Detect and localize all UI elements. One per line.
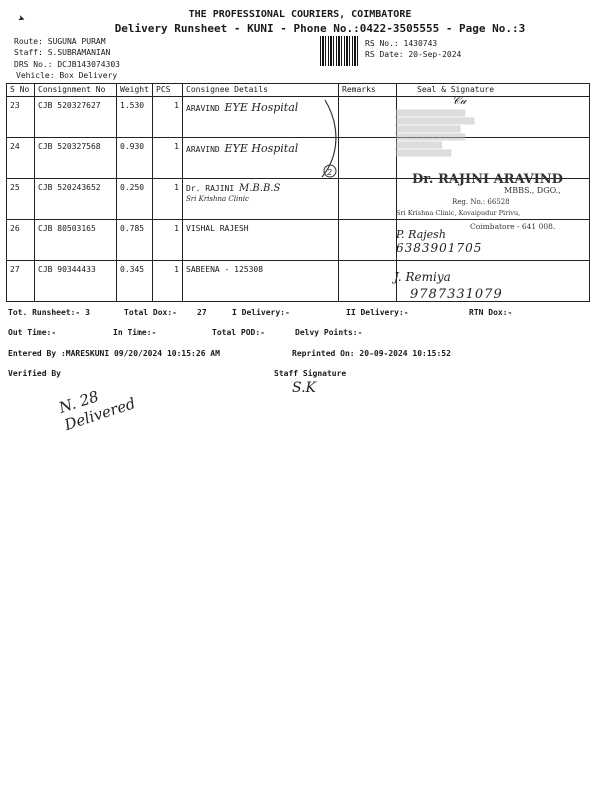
out-time: Out Time:- bbox=[8, 328, 57, 337]
ii-delivery: II Delivery:- bbox=[346, 308, 409, 317]
col-sno: S No bbox=[7, 84, 35, 97]
staff: Staff: S.SUBRAMANIAN bbox=[14, 48, 111, 57]
signature-26: P. Rajesh bbox=[396, 228, 446, 241]
table-row: 25 CJB 520243652 0.250 1 Dr. RAJINI M.B.B.S Sri Krishna Clinic bbox=[7, 179, 590, 220]
handwritten-note: EYE Hospital bbox=[224, 101, 299, 114]
reprinted-on: Reprinted On: 20-09-2024 10:15:52 bbox=[292, 349, 451, 358]
i-delivery: I Delivery:- bbox=[232, 308, 290, 317]
signature-27: J. Remiya bbox=[394, 270, 451, 284]
phone-27: 9787331079 bbox=[410, 287, 503, 302]
table-row: 23 CJB 520327627 1.530 1 ARAVIND EYE Hospital bbox=[7, 97, 590, 138]
stamp-city: Coimbatore - 641 008. bbox=[470, 222, 556, 231]
bracket-mark bbox=[300, 95, 350, 185]
verified-handwriting: N. 28 Delivered bbox=[56, 387, 138, 435]
route: Route: SUGUNA PURAM bbox=[14, 37, 106, 46]
corner-mark: ➤ bbox=[15, 11, 28, 27]
table-row: 27 CJB 90344433 0.345 1 SABEENA - 125308 bbox=[7, 261, 590, 302]
stamp-degree: MBBS., DGO., bbox=[504, 186, 561, 195]
total-dox-label: Total Dox:- bbox=[124, 308, 177, 317]
vehicle: Vehicle: Box Delivery bbox=[16, 71, 118, 80]
total-dox-value: 27 bbox=[197, 308, 207, 317]
handwritten-note: EYE Hospital bbox=[224, 142, 299, 155]
total-pod: Total POD:- bbox=[212, 328, 265, 337]
col-consignee: Consignee Details bbox=[183, 84, 339, 97]
signature-23: 𝒞𝓊 bbox=[452, 94, 467, 107]
col-seal: Seal & Signature bbox=[397, 84, 590, 97]
col-pcs: PCS bbox=[153, 84, 183, 97]
delvy-points: Delvy Points:- bbox=[295, 328, 363, 337]
stamp-name: Dr. RAJINI ARAVIND bbox=[412, 172, 563, 187]
col-consignment: Consignment No bbox=[35, 84, 117, 97]
stamp-reg: Reg. No.: 66528 bbox=[452, 198, 510, 206]
rtn-dox: RTN Dox:- bbox=[469, 308, 513, 317]
staff-signature-label: Staff Signature bbox=[274, 369, 347, 378]
handwritten-clinic: Sri Krishna Clinic bbox=[186, 195, 249, 203]
table-row: 26 CJB 80503165 0.785 1 VISHAL RAJESH bbox=[7, 220, 590, 261]
circled-number: 2 bbox=[327, 168, 333, 177]
faded-stamp: ▒▒▒▒▒▒▒▒▒▒▒▒▒▒▒ ▒▒▒▒▒▒▒▒▒▒▒▒▒▒▒▒▒ ▒▒▒▒▒▒▒▒▒▒▒▒▒▒ ▒▒▒▒▒▒▒▒▒▒▒▒▒▒▒ ▒▒▒▒▒▒▒▒▒▒ ▒▒▒▒▒▒▒▒▒▒▒▒ bbox=[396, 110, 475, 157]
drs-number: DRS No.: DCJB143074303 bbox=[14, 60, 120, 69]
col-remarks: Remarks bbox=[339, 84, 397, 97]
rs-number: RS No.: 1430743 bbox=[365, 39, 438, 48]
table-row: 24 CJB 520327568 0.930 1 ARAVIND EYE Hospital bbox=[7, 138, 590, 179]
barcode bbox=[320, 36, 358, 66]
total-runsheet: Tot. Runsheet:- 3 bbox=[8, 308, 90, 317]
handwritten-note: M.B.B.S bbox=[239, 183, 281, 194]
staff-signature: S.K bbox=[292, 380, 317, 396]
rs-date: RS Date: 20-Sep-2024 bbox=[365, 50, 462, 59]
col-weight: Weight bbox=[117, 84, 153, 97]
runsheet-title: Delivery Runsheet - KUNI - Phone No.:0422-3505555 - Page No.:3 bbox=[114, 22, 526, 35]
in-time: In Time:- bbox=[113, 328, 157, 337]
verified-by: Verified By bbox=[8, 369, 61, 378]
company-title: THE PROFESSIONAL COURIERS, COIMBATORE bbox=[188, 9, 412, 20]
table-header-row bbox=[7, 84, 590, 97]
stamp-clinic: Sri Krishna Clinic, Kovaipudur Pirivu, bbox=[396, 209, 521, 217]
entered-by: Entered By :MARESKUNI 09/20/2024 10:15:26 AM bbox=[8, 349, 220, 358]
phone-26: 6383901705 bbox=[396, 241, 483, 255]
